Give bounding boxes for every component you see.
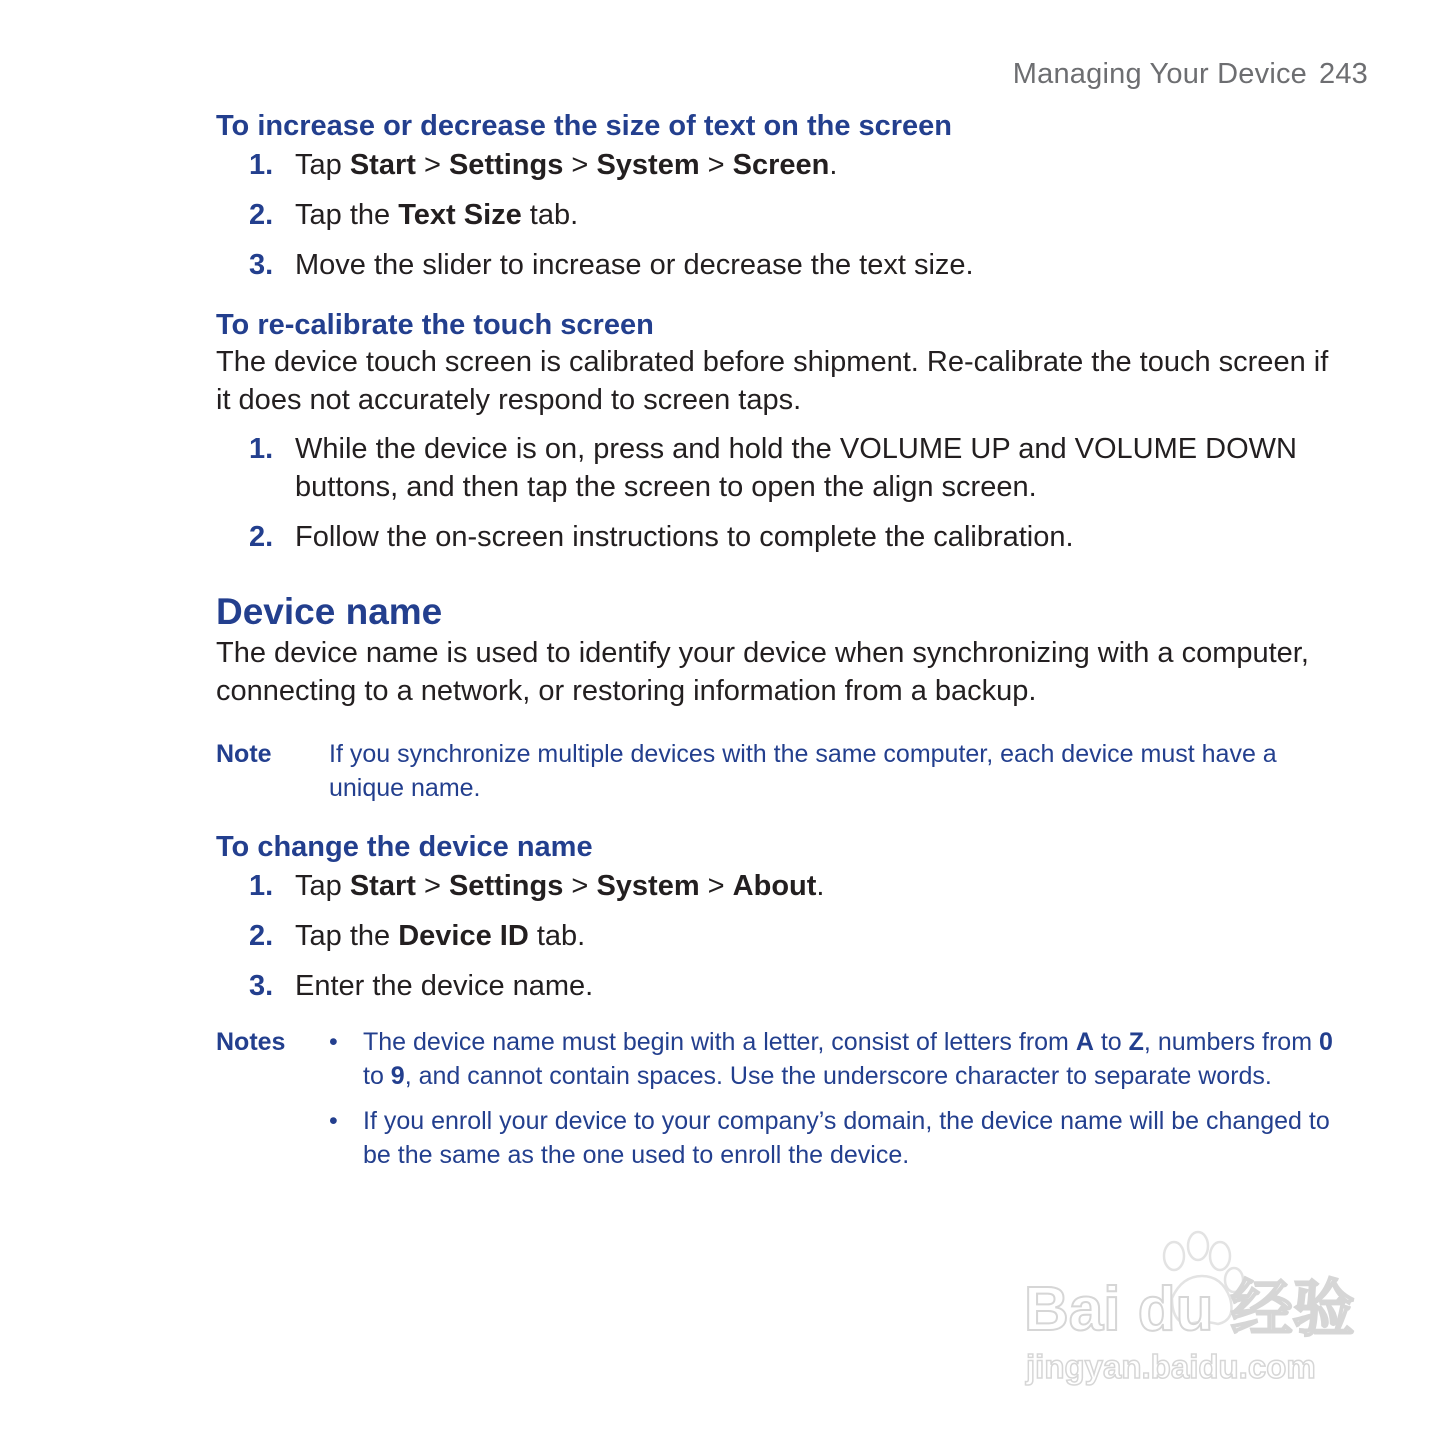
calibrate-heading: To re-calibrate the touch screen [216,309,654,341]
text-run: > [699,149,733,181]
watermark-brand: Bai du 经验 [1024,1275,1355,1344]
step-number: 1. [249,433,274,465]
text-run: Tap the [295,199,399,231]
text-run: , numbers from [1143,1028,1319,1056]
note-text: If you synchronize multiple devices with the same computer, each device must have a unique name. [329,740,1277,802]
step-item [216,146,1336,184]
text-run: tab. [521,199,579,231]
text-run: Move the slider to increase or decrease the text size. [295,249,974,281]
bold-term: 9 [390,1062,405,1090]
bullet-icon: • [329,1028,338,1056]
bold-term: System [596,870,700,902]
bold-term: A [1075,1028,1094,1056]
step-item [216,967,1336,1005]
bullet-icon: • [329,1107,338,1135]
text-run: > [699,870,733,902]
bold-term: Start [349,870,416,902]
bold-term: Device ID [398,920,529,952]
bold-term: About [732,870,817,902]
note-label: Note [216,740,272,768]
step-item [216,196,1336,234]
notes-label: Notes [216,1028,286,1056]
step-number: 2. [249,521,274,553]
text-run: > [563,149,597,181]
note-item [329,1025,1336,1093]
step-number: 3. [249,970,274,1002]
bold-term: Text Size [398,199,522,231]
step-number: 2. [249,199,274,231]
step-item [216,518,1336,556]
device-name-heading: Device name [216,591,443,632]
step-number: 1. [249,149,274,181]
bold-term: Start [349,149,416,181]
text-run: If you enroll your device to your company’s domain, the device name will be changed to be the same as the one used to enroll the device. [363,1107,1330,1169]
text-run: The device name must begin with a letter, consist of letters from [363,1028,1076,1056]
bold-term: Settings [448,149,564,181]
change-name-heading: To change the device name [216,831,593,863]
text-size-steps [216,146,1336,284]
bold-term: Settings [448,870,564,902]
step-number: 1. [249,870,274,902]
text-run: > [563,870,597,902]
text-run: Follow the on-screen instructions to complete the calibration. [295,521,1074,553]
text-run: > [415,870,449,902]
text-run: While the device is on, press and hold the VOLUME UP and VOLUME DOWN buttons, and then tap the screen to open the align screen. [295,433,1298,503]
text-run: Tap [295,870,350,902]
text-run: to [363,1062,391,1090]
step-item [216,867,1336,905]
watermark-url: jingyan.baidu.com [1026,1348,1316,1385]
text-run: Tap the [295,920,399,952]
bold-term: System [596,149,700,181]
step-number: 3. [249,249,274,281]
page-header [1013,58,1368,91]
step-item [216,246,1336,284]
section-title: Managing Your Device [1012,58,1307,90]
change-name-steps [216,867,1336,1005]
bold-term: Z [1128,1028,1144,1056]
text-run: Tap [295,149,350,181]
text-run: > [415,149,449,181]
text-run: , and cannot contain spaces. Use the underscore character to separate words. [404,1062,1272,1090]
text-size-heading: To increase or decrease the size of text on the screen [216,110,953,142]
text-run: . [829,149,838,181]
text-run: . [816,870,825,902]
bold-term: 0 [1318,1028,1333,1056]
step-number: 2. [249,920,274,952]
baidu-jingyan-watermark [1022,1228,1362,1388]
step-item [216,430,1336,506]
text-run: to [1093,1028,1129,1056]
step-item [216,917,1336,955]
device-name-intro: The device name is used to identify your device when synchronizing with a computer, connecting to a network, or restoring information from a backup. [216,637,1309,707]
notes-list [329,1025,1336,1172]
page-number: 243 [1319,58,1368,90]
note-item [329,1104,1336,1172]
calibrate-steps [216,430,1336,556]
device-name-note [216,737,1336,805]
notes-block [216,1025,1336,1183]
bold-term: Screen [732,149,830,181]
text-run: Enter the device name. [295,970,594,1002]
page-content [216,108,1336,1183]
text-run: tab. [528,920,586,952]
calibrate-intro: The device touch screen is calibrated before shipment. Re-calibrate the touch screen if it does not accurately respond to screen taps. [216,346,1329,416]
